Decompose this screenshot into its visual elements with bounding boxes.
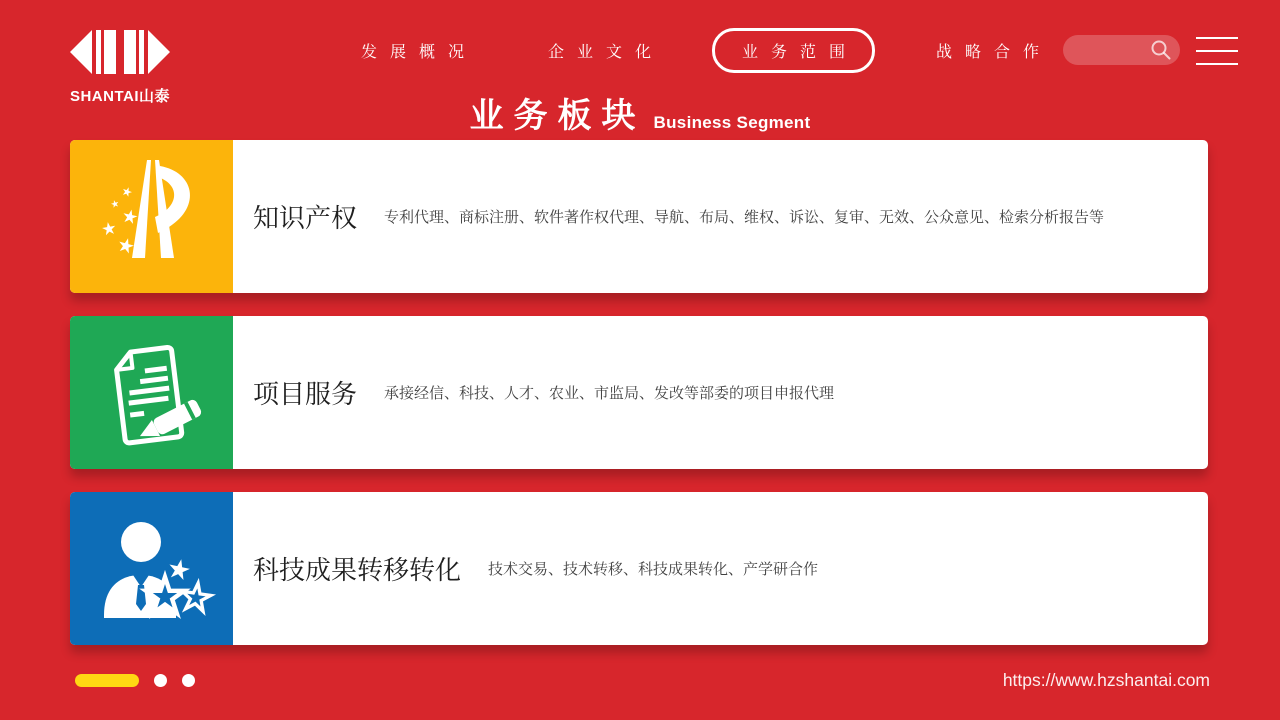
shantai-logo-icon (70, 26, 170, 78)
pagination-active-indicator[interactable] (75, 674, 139, 687)
carousel-pagination (75, 674, 195, 687)
card-description: 承接经信、科技、人才、农业、市监局、发改等部委的项目申报代理 (384, 385, 835, 402)
card-title: 项目服务 (253, 379, 358, 409)
pagination-dot-2[interactable] (154, 674, 167, 687)
card-intellectual-property[interactable] (70, 140, 1208, 293)
search-box[interactable] (1063, 35, 1180, 65)
main-nav (348, 0, 1052, 100)
card-content (233, 140, 1208, 293)
pagination-dot-3[interactable] (182, 674, 195, 687)
card-content (233, 316, 1208, 469)
card-title: 科技成果转移转化 (253, 555, 462, 585)
nav-item-strategic-cooperation[interactable]: 战略合作 (936, 43, 1053, 61)
card-project-services[interactable] (70, 316, 1208, 469)
search-input[interactable] (1063, 42, 1150, 58)
business-cards (70, 140, 1208, 645)
card-description: 技术交易、技术转移、科技成果转化、产学研合作 (488, 561, 819, 578)
page-title (0, 88, 1280, 137)
card-tech-transfer[interactable] (70, 492, 1208, 645)
nav-item-corporate-culture[interactable]: 企业文化 (548, 43, 665, 61)
brand-name: SHANTAI山泰 (69, 88, 171, 105)
header (0, 0, 1280, 105)
nav-item-business-scope[interactable]: 业务范围 (712, 28, 875, 73)
card-title: 知识产权 (253, 203, 358, 233)
menu-icon[interactable] (1196, 37, 1238, 65)
patent-p-stars-icon (70, 140, 233, 293)
card-description: 专利代理、商标注册、软件著作权代理、导航、布局、维权、诉讼、复审、无效、公众意见、检索分析报告等 (384, 209, 1105, 226)
person-stars-icon (70, 492, 233, 645)
page-title-en: Business Segment (653, 113, 811, 132)
search-icon[interactable] (1150, 39, 1172, 61)
nav-item-development-overview[interactable]: 发展概况 (361, 43, 478, 61)
card-content (233, 492, 1208, 645)
site-url: https://www.hzshantai.com (1002, 670, 1210, 690)
document-pen-icon (70, 316, 233, 469)
page-title-zh: 业务板块 (469, 97, 646, 135)
